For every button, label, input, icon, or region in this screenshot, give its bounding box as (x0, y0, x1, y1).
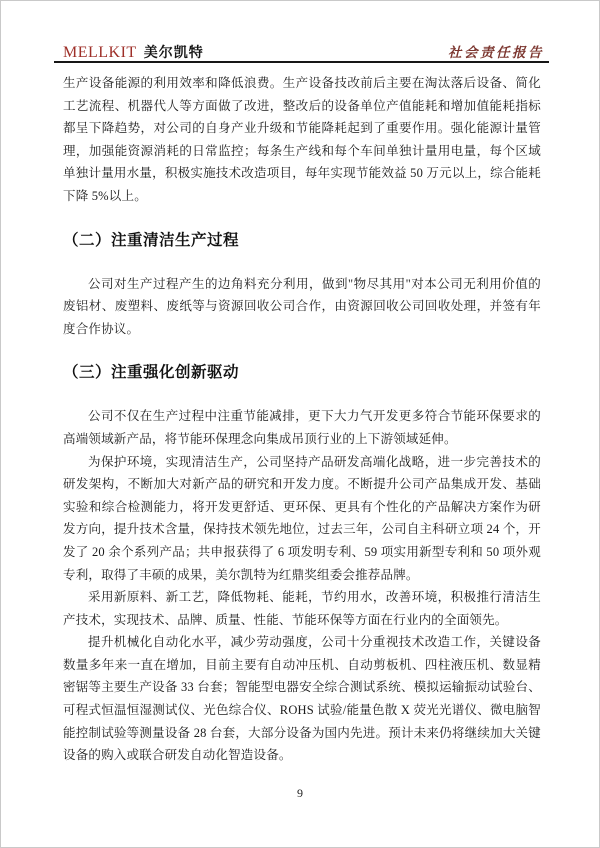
page-header (63, 41, 544, 62)
document-body (63, 72, 541, 767)
brand-logo-text: MELLKIT (63, 44, 137, 61)
paragraph-rnd-patents: 为保护环境，实现清洁生产，公司坚持产品研发高端化战略，进一步完善技术的研发架构，不断加大对新产品的研究和开发力度。不断提升公司产品集成开发、基础实验和综合检测能力，将开发更舒适、更环保、更具有个性化的产品解决方案作为研发方向，提升技术含量，保持技术领先地位，过去三年，公司自主科研立项 24 个，开发了 20 余个系列产品；共申报获得了 6 项发明专利、59 项实用新型专利和 50 项外观专利，取得了丰硕的成果，美尔凯特为红鼎奖组委会推荐品牌。 (63, 454, 541, 582)
report-title: 社会责任报告 (448, 45, 544, 60)
paragraph-energy-saving-products: 公司不仅在生产过程中注重节能减排，更下大力气开发更多符合节能环保要求的高端领域新产品，将节能环保理念向集成吊顶行业的上下游领域延伸。 (63, 409, 541, 446)
page-footer (1, 784, 599, 802)
paragraph-clean-production-tech: 采用新原料、新工艺，降低物耗、能耗，节约用水，改善环境，积极推行清洁生产技术，实现技术、品牌、质量、性能、节能环保等方面在行业内的全面领先。 (63, 590, 541, 627)
page-number: 9 (297, 786, 303, 800)
header-divider (54, 61, 549, 63)
brand-block (63, 42, 204, 62)
paragraph-automation-equipment: 提升机械化自动化水平，减少劳动强度，公司十分重视技术改造工作，关键设备数量多年来一直在增加，目前主要有自动冲压机、自动剪板机、四柱液压机、数显精密锯等主要生产设备 33 台套；智能型电器安全综合测试系统、模拟运输振动试验台、可程式恒温恒湿测试仪、光色综合仪、ROHS 试验/能量色散 X 荧光光谱仪、微电脑智能控制试验等测量设备 28 台套，大部分设备为国内先进。预计未来仍将继续加大关键设备的购入或联合研发自动化智造设备。 (63, 635, 541, 763)
paragraph-scrap-recycling: 公司对生产过程产生的边角料充分利用，做到"物尽其用"对本公司无利用价值的废铝材、废塑料、废纸等与资源回收公司合作，由资源回收公司回收处理，并签有年度合作协议。 (63, 276, 541, 336)
brand-name-chinese: 美尔凯特 (143, 46, 204, 61)
paragraph-energy-efficiency: 生产设备能源的利用效率和降低浪费。生产设备技改前后主要在淘汰落后设备、简化工艺流程、机器代人等方面做了改进，整改后的设备单位产值能耗和增加值能耗指标都呈下降趋势，对公司的自身产业升级和节能降耗起到了重要作用。强化能源计量管理，加强能资源消耗的日常监控；每条生产线和每个车间单独计量用电量，每个区域单独计量用水量，积极实施技术改造项目，每年实现节能效益 50 万元以上，综合能耗下降 5%以上。 (63, 76, 541, 203)
section-heading-clean-production: （二）注重清洁生产过程 (63, 230, 240, 249)
section-heading-innovation-drive: （三）注重强化创新驱动 (63, 363, 240, 382)
